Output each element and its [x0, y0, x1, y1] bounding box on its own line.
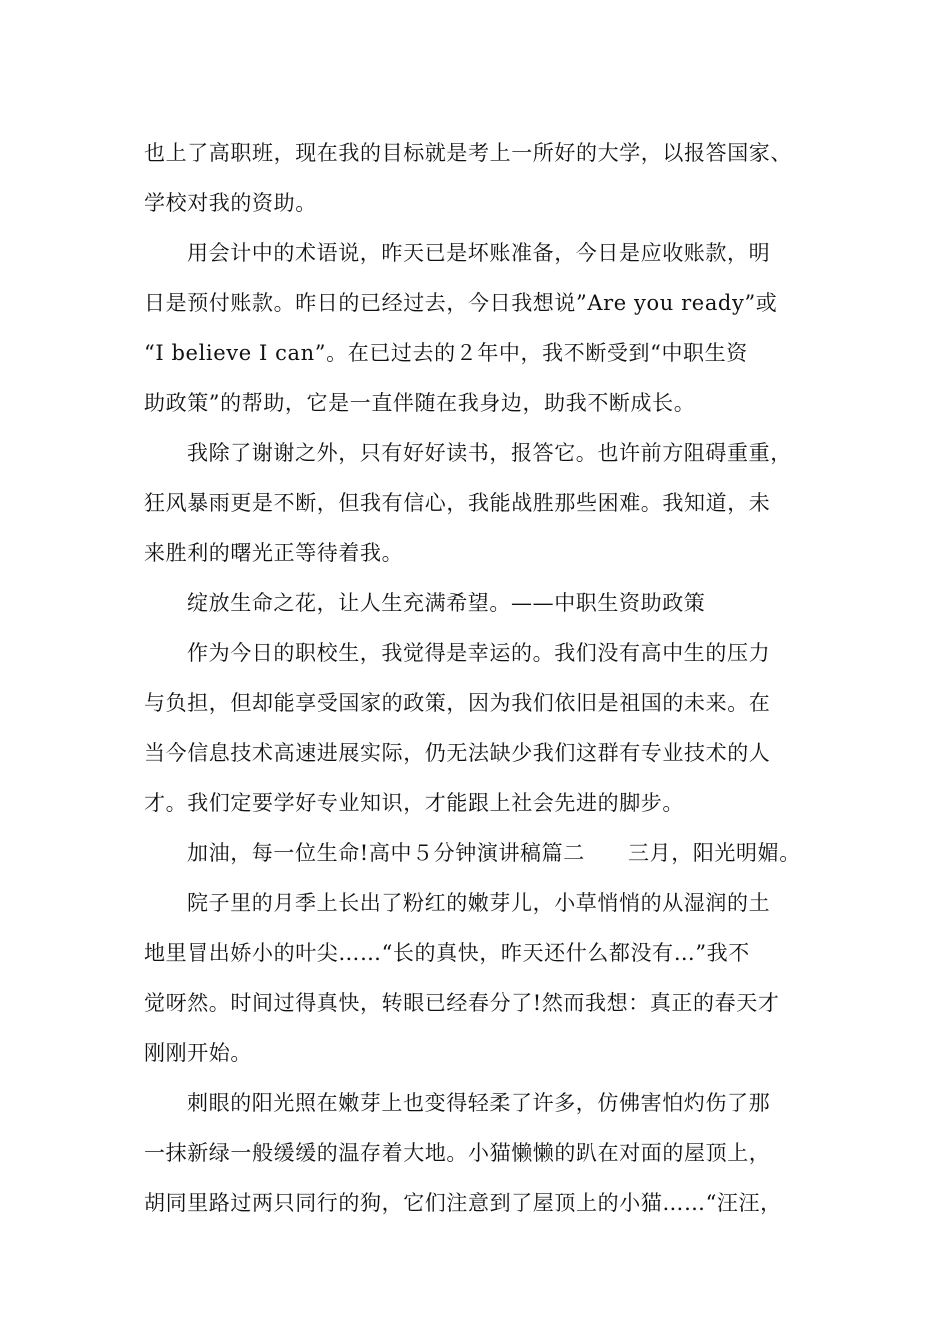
text-line: 绽放生命之花，让人生充满希望。——中职生资助政策: [187, 591, 706, 615]
text-line: 作为今日的职校生，我觉得是幸运的。我们没有高中生的压力: [187, 641, 771, 665]
text-line: 来胜利的曙光正等待着我。: [144, 541, 404, 565]
text-line: 学校对我的资助。: [144, 191, 317, 215]
text-line: 院子里的月季上长出了粉红的嫩芽儿，小草悄悄的从湿润的土: [187, 891, 771, 915]
text-line: 狂风暴雨更是不断，但我有信心，我能战胜那些困难。我知道，未: [144, 491, 771, 515]
text-line: 也上了高职班，现在我的目标就是考上一所好的大学，以报答国家、: [144, 141, 792, 165]
text-line: 地里冒出娇小的叶尖……“长的真快，昨天还什么都没有…”我不: [144, 941, 750, 965]
text-line: 觉呀然。时间过得真快，转眼已经春分了!然而我想：真正的春天才: [144, 991, 780, 1015]
text-line: 胡同里路过两只同行的狗，它们注意到了屋顶上的小猫……“汪汪，: [144, 1191, 782, 1215]
document-body: [144, 128, 828, 1228]
text-line: 当今信息技术高速进展实际，仍无法缺少我们这群有专业技术的人: [144, 741, 771, 765]
text-line: 才。我们定要学好专业知识，才能跟上社会先进的脚步。: [144, 791, 684, 815]
text-line: 用会计中的术语说，昨天已是坏账准备，今日是应收账款，明: [187, 241, 771, 265]
text-line: “I believe I can”。在已过去的２年中，我不断受到“中职生资: [144, 341, 748, 365]
text-line: 刺眼的阳光照在嫩芽上也变得轻柔了许多，仿佛害怕灼伤了那: [187, 1091, 771, 1115]
text-line: 一抹新绿一般缓缓的温存着大地。小猫懒懒的趴在对面的屋顶上，: [144, 1141, 771, 1165]
text-line: 助政策”的帮助，它是一直伴随在我身边，助我不断成长。: [144, 391, 696, 415]
text-line: 加油，每一位生命!高中５分钟演讲稿篇二 三月，阳光明媚。: [187, 841, 801, 865]
text-line: 我除了谢谢之外，只有好好读书，报答它。也许前方阻碍重重，: [187, 441, 792, 465]
text-line: 日是预付账款。昨日的已经过去，今日我想说”Are you ready”或: [144, 291, 778, 315]
text-line: 与负担，但却能享受国家的政策，因为我们依旧是祖国的未来。在: [144, 691, 771, 715]
text-line: 刚刚开始。: [144, 1041, 252, 1065]
